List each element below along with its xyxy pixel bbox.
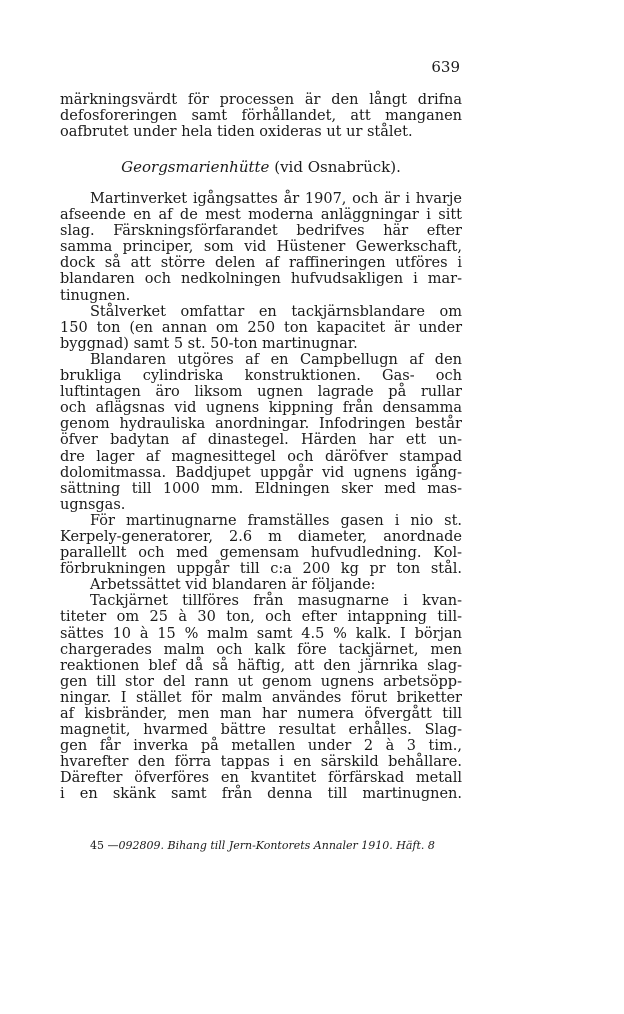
text-line: ningar. I stället för malm användes förut briketter	[60, 689, 462, 706]
section-heading	[60, 158, 462, 176]
footer-signature: —092809. Bihang till Jern-Kontorets Annaler 1910. Häft. 8	[107, 839, 435, 852]
text-line: afseende en af de mest moderna anläggningar i sitt	[60, 207, 462, 224]
text-line: defosforeringen samt förhållandet, att manganen	[60, 108, 462, 125]
text-line: reaktionen blef då så häftig, att den järnrika slag-	[60, 657, 462, 674]
text-line: af kisbränder, men man har numera öfvergått till	[60, 706, 462, 722]
text-line: Martinverket igångsattes år 1907, och är i hvarje	[90, 191, 462, 207]
page-footer	[90, 839, 460, 852]
blank-margin	[0, 870, 624, 1014]
text-line: chargerades malm och kalk före tackjärnet, men	[60, 641, 462, 658]
text-line: brukliga cylindriska konstruktionen. Gas- och	[60, 368, 462, 385]
body-text	[60, 191, 462, 803]
text-line: blandaren och nedkolningen hufvudsakligen i mar-	[60, 271, 462, 288]
footer-sheet-number: 45	[90, 839, 104, 852]
text-line: genom hydrauliska anordningar. Infodringen består	[60, 416, 462, 433]
section-heading-place: Georgsmarienhütte	[121, 158, 270, 176]
text-line: dolomitmassa. Baddjupet uppgår vid ugnens igång-	[60, 464, 462, 481]
text-line: parallellt och med gemensam hufvudledning. Kol-	[60, 545, 462, 562]
text-line: sättning till 1000 mm. Eldningen sker med mas-	[60, 480, 462, 497]
text-line: oafbrutet under hela tiden oxideras ut ur stålet.	[60, 124, 413, 141]
text-line: dre lager af magnesittegel och däröfver stampad	[60, 448, 462, 465]
text-line: 150 ton (en annan om 250 ton kapacitet är under	[60, 319, 462, 336]
text-line: hvarefter den förra tappas i en särskild behållare.	[60, 754, 462, 771]
section-heading-note: (vid Osnabrück).	[274, 158, 401, 176]
intro-paragraph	[60, 92, 462, 140]
text-line: För martinugnarne framställes gasen i nio st.	[90, 512, 462, 529]
text-line: byggnad) samt 5 st. 50-ton martinugnar.	[60, 335, 358, 352]
text-line: luftintagen äro liksom ugnen lagrade på rullar	[60, 384, 462, 401]
text-line: gen får inverka på metallen under 2 à 3 tim.,	[60, 738, 462, 755]
text-line: titeter om 25 à 30 ton, och efter intappning till-	[60, 609, 462, 626]
text-line: Tackjärnet tillföres från masugnarne i kvan-	[90, 593, 462, 610]
text-line: märkningsvärdt för processen är den långt drifna	[60, 92, 462, 108]
text-line: öfver badytan af dinastegel. Härden har ett un-	[60, 432, 462, 449]
text-line: samma principer, som vid Hüstener Gewerkschaft,	[60, 239, 462, 256]
text-line: förbrukningen uppgår till c:a 200 kg pr ton stål.	[60, 561, 462, 578]
text-line: Kerpely-generatorer, 2.6 m diameter, anordnade	[60, 528, 462, 545]
text-line: tinugnen.	[60, 287, 131, 304]
text-line: slag. Färskningsförfarandet bedrifves här efter	[60, 223, 462, 240]
text-line: Därefter öfverföres en kvantitet förfärskad metall	[60, 770, 462, 787]
text-line: ugnsgas.	[60, 496, 126, 513]
text-line: dock så att större delen af raffineringen utföres i	[60, 255, 462, 272]
text-line: Stålverket omfattar en tackjärnsblandare om	[90, 303, 462, 320]
page-number: 639	[431, 58, 460, 76]
text-line: magnetit, hvarmed bättre resultat erhålles. Slag-	[60, 722, 462, 739]
text-line: i en skänk samt från denna till martinugnen.	[60, 786, 462, 803]
text-line: Arbetssättet vid blandaren är följande:	[90, 577, 376, 594]
text-line: sättes 10 à 15 % malm samt 4.5 % kalk. I början	[60, 625, 462, 642]
text-line: gen till stor del rann ut genom ugnens arbetsöpp-	[60, 673, 462, 690]
text-line: och aflägsnas vid ugnens kippning från densamma	[60, 400, 462, 417]
text-line: Blandaren utgöres af en Campbellugn af den	[90, 351, 462, 368]
